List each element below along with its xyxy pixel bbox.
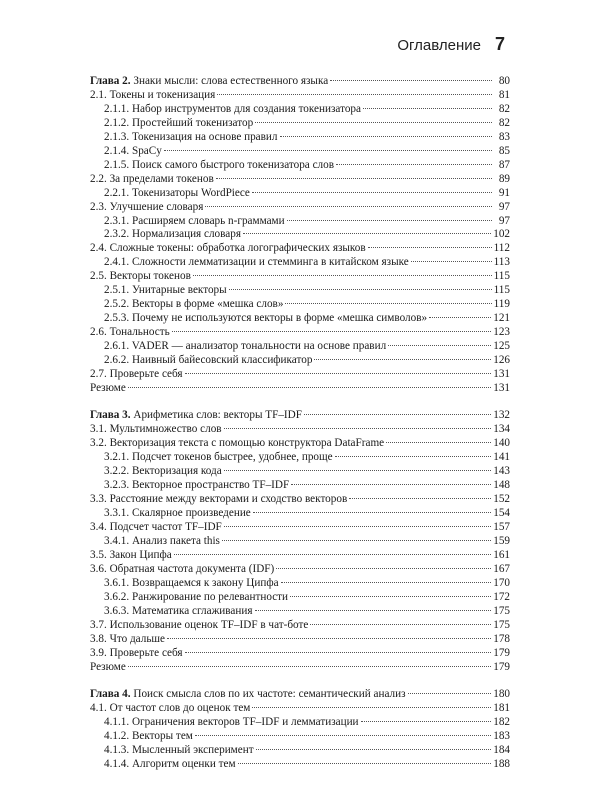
toc-page-number: 179	[493, 646, 510, 659]
toc-entry-label: 3.6.1. Возвращаемся к закону Ципфа	[104, 576, 279, 589]
toc-page-number: 131	[493, 368, 510, 381]
dot-leader	[238, 763, 492, 764]
toc-page-number: 131	[493, 381, 510, 394]
toc-subsection-entry[interactable]	[90, 577, 510, 591]
toc-entry-label: 3.6.3. Математика сглаживания	[104, 604, 253, 617]
dot-leader	[252, 707, 491, 708]
toc-page-number: 83	[498, 130, 510, 143]
toc-page-number: 85	[498, 144, 510, 157]
toc-entry-label: 2.3.2. Нормализация словаря	[104, 228, 241, 241]
toc-page-number: 161	[493, 548, 510, 561]
toc-page-number: 154	[493, 507, 510, 520]
toc-page-number: 184	[493, 743, 510, 756]
toc-page-number: 182	[493, 715, 510, 728]
toc-entry-label: 3.8. Что дальше	[90, 632, 166, 645]
toc-entry-label: 3.2.2. Векторизация кода	[104, 465, 222, 478]
dot-leader	[330, 80, 492, 81]
toc-page-number: 97	[498, 214, 510, 227]
toc-subsection-entry[interactable]	[90, 479, 510, 493]
toc-page-number: 183	[493, 729, 510, 742]
toc-page-number: 102	[493, 228, 510, 241]
toc-subsection-entry[interactable]	[90, 131, 510, 145]
toc-subsection-entry[interactable]	[90, 256, 510, 270]
toc-entry-label: 2.5. Векторы токенов	[90, 270, 191, 283]
toc-page-number: 178	[493, 632, 510, 645]
dot-leader	[195, 735, 491, 736]
toc-entry-label: 4.1.1. Ограничения векторов TF–IDF и лемматизации	[104, 715, 359, 728]
toc-page-number: 188	[493, 757, 510, 770]
page-number: 7	[494, 34, 505, 54]
toc-entry-label: 2.5.1. Унитарные векторы	[104, 284, 227, 297]
toc-page-number: 152	[493, 493, 510, 506]
toc-page-number: 170	[493, 576, 510, 589]
toc-section-entry[interactable]	[90, 368, 510, 382]
dot-leader	[314, 359, 491, 360]
toc-entry-label: 2.4.1. Сложности лемматизации и стемминга в китайском языке	[104, 256, 409, 269]
toc-section-entry[interactable]	[90, 702, 510, 716]
dot-leader	[276, 568, 491, 569]
toc-chapter-prefix: Глава 4.	[90, 688, 131, 701]
toc-entry-label: 4.1.4. Алгоритм оценки тем	[104, 757, 236, 770]
toc-subsection-entry[interactable]	[90, 187, 510, 201]
dot-leader	[216, 178, 492, 179]
toc-entry-label: 3.2.3. Векторное пространство TF–IDF	[104, 479, 290, 492]
toc-section-entry[interactable]	[90, 326, 510, 340]
toc-page-number: 172	[493, 590, 510, 603]
toc-section-entry[interactable]	[90, 633, 510, 647]
toc-chapter-entry[interactable]	[90, 75, 510, 89]
toc-page-number: 112	[493, 242, 510, 255]
dot-leader	[174, 554, 492, 555]
dot-leader	[255, 610, 492, 611]
toc-page-number: 167	[493, 562, 510, 575]
dot-leader	[185, 652, 492, 653]
dot-leader	[285, 303, 491, 304]
toc-page-number: 134	[493, 423, 510, 436]
toc-section-entry[interactable]	[90, 382, 510, 396]
toc-subsection-entry[interactable]	[90, 117, 510, 131]
dot-leader	[172, 331, 492, 332]
toc-subsection-entry[interactable]	[90, 591, 510, 605]
toc-section-entry[interactable]	[90, 619, 510, 633]
toc-section-entry[interactable]	[90, 201, 510, 215]
toc-page-number: 159	[493, 535, 510, 547]
dot-leader	[229, 289, 492, 290]
toc-chapter-label	[90, 688, 406, 702]
toc-section-entry[interactable]	[90, 521, 510, 535]
dot-leader	[280, 136, 493, 137]
toc-entry-label: 3.3.1. Скалярное произведение	[104, 507, 251, 520]
dot-leader	[363, 108, 492, 109]
dot-leader	[386, 442, 491, 443]
toc-subsection-entry[interactable]	[90, 758, 510, 772]
toc-page-number: 132	[493, 409, 510, 422]
toc-page-number: 179	[493, 660, 510, 673]
toc-subsection-entry[interactable]	[90, 312, 510, 326]
toc-entry-label: Резюме	[90, 660, 126, 673]
dot-leader	[335, 456, 492, 457]
toc-entry-label: 2.1.2. Простейший токенизатор	[104, 116, 254, 129]
dot-leader	[281, 582, 492, 583]
toc-subsection-entry[interactable]	[90, 730, 510, 744]
toc-entry-label: 2.3. Улучшение словаря	[90, 200, 204, 213]
toc-page-number: 175	[493, 618, 510, 631]
toc-entry-label: 2.1.4. SpaCy	[104, 144, 162, 157]
toc-page-number: 82	[498, 116, 510, 129]
dot-leader	[252, 192, 492, 193]
toc-entry-label: 2.2.1. Токенизаторы WordPiece	[104, 186, 250, 199]
toc-entry-label: 2.6.1. VADER — анализатор тональности на основе правил	[104, 340, 387, 353]
toc-entry-label: 2.6. Тональность	[90, 326, 170, 339]
toc-chapter-prefix: Глава 3.	[90, 409, 131, 422]
toc-page-number: 141	[493, 451, 510, 464]
toc-section-entry[interactable]	[90, 89, 510, 103]
dot-leader	[222, 540, 491, 541]
toc-section-entry[interactable]	[90, 563, 510, 577]
toc-entry-label: 3.9. Проверьте себя	[90, 646, 183, 659]
toc-section-entry[interactable]	[90, 173, 510, 187]
toc-page-number: 123	[493, 326, 510, 339]
toc-page-number: 181	[493, 701, 510, 714]
toc-page-number: 148	[493, 479, 510, 492]
toc-page-number: 126	[493, 354, 510, 367]
toc-chapter-title: Поиск смысла слов по их частоте: семантический анализ	[133, 688, 406, 701]
running-head	[90, 34, 505, 55]
toc-entry-label: 4.1.3. Мысленный эксперимент	[104, 743, 254, 756]
chapter-block	[90, 409, 510, 674]
dot-leader	[290, 596, 491, 597]
toc-subsection-entry[interactable]	[90, 215, 510, 229]
toc-subsection-entry[interactable]	[90, 354, 510, 368]
toc-section-entry[interactable]	[90, 647, 510, 661]
toc-chapter-entry[interactable]	[90, 688, 510, 702]
toc-page-number: 81	[498, 88, 510, 101]
toc-page-number: 89	[498, 172, 510, 185]
toc-subsection-entry[interactable]	[90, 145, 510, 159]
toc-entry-label: 3.2. Векторизация текста с помощью конструктора DataFrame	[90, 437, 385, 450]
toc-subsection-entry[interactable]	[90, 716, 510, 730]
dot-leader	[349, 498, 491, 499]
toc-chapter-entry[interactable]	[90, 409, 510, 423]
dot-leader	[287, 220, 492, 221]
toc-entry-label: 3.5. Закон Ципфа	[90, 548, 172, 561]
toc-subsection-entry[interactable]	[90, 284, 510, 298]
dot-leader	[255, 122, 492, 123]
toc-section-entry[interactable]	[90, 437, 510, 451]
dot-leader	[224, 428, 492, 429]
toc-entry-label: 3.3. Расстояние между векторами и сходство векторов	[90, 493, 348, 506]
toc-section-entry[interactable]	[90, 270, 510, 284]
dot-leader	[388, 345, 491, 346]
toc-entry-label: 3.1. Мультимножество слов	[90, 423, 222, 436]
toc-section-entry[interactable]	[90, 423, 510, 437]
toc-entry-label: 2.7. Проверьте себя	[90, 368, 183, 381]
toc-entry-label: 3.2.1. Подсчет токенов быстрее, удобнее, проще	[104, 451, 333, 464]
toc-chapter-label	[90, 409, 302, 423]
toc-entry-label: Резюме	[90, 381, 126, 394]
toc-page-number: 143	[493, 465, 510, 478]
toc-chapter-title: Арифметика слов: векторы TF–IDF	[133, 409, 302, 422]
toc-entry-label: 2.2. За пределами токенов	[90, 172, 214, 185]
table-of-contents	[90, 75, 510, 785]
toc-section-entry[interactable]	[90, 493, 510, 507]
dot-leader	[368, 247, 492, 248]
toc-page-number: 113	[493, 256, 510, 269]
toc-chapter-prefix: Глава 2.	[90, 75, 131, 87]
toc-page-number: 119	[493, 298, 510, 311]
dot-leader	[310, 624, 491, 625]
toc-entry-label: 4.1. От частот слов до оценок тем	[90, 701, 251, 714]
toc-page-number: 87	[498, 158, 510, 171]
dot-leader	[429, 317, 491, 318]
toc-subsection-entry[interactable]	[90, 465, 510, 479]
toc-entry-label: 2.4. Сложные токены: обработка логографических языков	[90, 242, 366, 255]
toc-subsection-entry[interactable]	[90, 159, 510, 173]
toc-entry-label: 3.6.2. Ранжирование по релевантности	[104, 590, 289, 603]
dot-leader	[167, 638, 491, 639]
dot-leader	[408, 693, 492, 694]
toc-entry-label: 4.1.2. Векторы тем	[104, 729, 193, 742]
toc-subsection-entry[interactable]	[90, 340, 510, 354]
toc-entry-label: 2.6.2. Наивный байесовский классификатор	[104, 354, 313, 367]
toc-subsection-entry[interactable]	[90, 507, 510, 521]
toc-page-number: 157	[493, 521, 510, 534]
toc-page-number: 115	[493, 284, 510, 297]
toc-page-number: 180	[493, 688, 510, 701]
dot-leader	[185, 373, 492, 374]
dot-leader	[243, 233, 491, 234]
toc-section-entry[interactable]	[90, 242, 510, 256]
dot-leader	[128, 387, 491, 388]
chapter-block	[90, 688, 510, 772]
toc-page-number: 91	[498, 186, 510, 199]
toc-entry-label: 3.6. Обратная частота документа (IDF)	[90, 562, 275, 575]
dot-leader	[224, 470, 492, 471]
dot-leader	[224, 526, 491, 527]
toc-entry-label: 3.4.1. Анализ пакета this	[104, 535, 220, 547]
toc-chapter-title: Знаки мысли: слова естественного языка	[133, 75, 329, 87]
toc-page-number: 82	[498, 102, 510, 115]
toc-subsection-entry[interactable]	[90, 744, 510, 758]
toc-page-number: 175	[493, 604, 510, 617]
toc-entry-label: 3.7. Использование оценок TF–IDF в чат-боте	[90, 618, 309, 631]
toc-subsection-entry[interactable]	[90, 103, 510, 117]
toc-entry-label: 2.1.5. Поиск самого быстрого токенизатора слов	[104, 158, 334, 171]
toc-page-number: 121	[493, 312, 510, 325]
toc-subsection-entry[interactable]	[90, 535, 510, 549]
toc-page-number: 125	[493, 340, 510, 353]
dot-leader	[304, 414, 491, 415]
dot-leader	[164, 150, 492, 151]
dot-leader	[336, 164, 492, 165]
toc-entry-label: 2.1.3. Токенизация на основе правил	[104, 130, 278, 143]
toc-page-number: 97	[498, 200, 510, 213]
toc-entry-label: 2.1.1. Набор инструментов для создания токенизатора	[104, 102, 361, 115]
toc-subsection-entry[interactable]	[90, 298, 510, 312]
toc-subsection-entry[interactable]	[90, 605, 510, 619]
toc-subsection-entry[interactable]	[90, 451, 510, 465]
dot-leader	[193, 275, 492, 276]
dot-leader	[217, 94, 492, 95]
toc-section-entry[interactable]	[90, 661, 510, 675]
toc-entry-label: 2.3.1. Расширяем словарь n-граммами	[104, 214, 285, 227]
dot-leader	[291, 484, 491, 485]
chapter-block	[90, 75, 510, 396]
toc-entry-label: 3.4. Подсчет частот TF–IDF	[90, 521, 222, 534]
toc-entry-label: 2.1. Токены и токенизация	[90, 88, 216, 101]
dot-leader	[361, 721, 492, 722]
toc-page-number: 80	[498, 75, 510, 87]
toc-entry-label: 2.5.3. Почему не используются векторы в форме «мешка символов»	[104, 312, 428, 325]
toc-section-entry[interactable]	[90, 549, 510, 563]
running-head-title: Оглавление	[397, 37, 481, 54]
dot-leader	[253, 512, 491, 513]
toc-page-number: 140	[493, 437, 510, 450]
dot-leader	[205, 206, 492, 207]
toc-chapter-label	[90, 75, 328, 89]
toc-page-number: 115	[493, 270, 510, 283]
dot-leader	[411, 261, 492, 262]
toc-entry-label: 2.5.2. Векторы в форме «мешка слов»	[104, 298, 284, 311]
toc-subsection-entry[interactable]	[90, 228, 510, 242]
dot-leader	[128, 666, 491, 667]
